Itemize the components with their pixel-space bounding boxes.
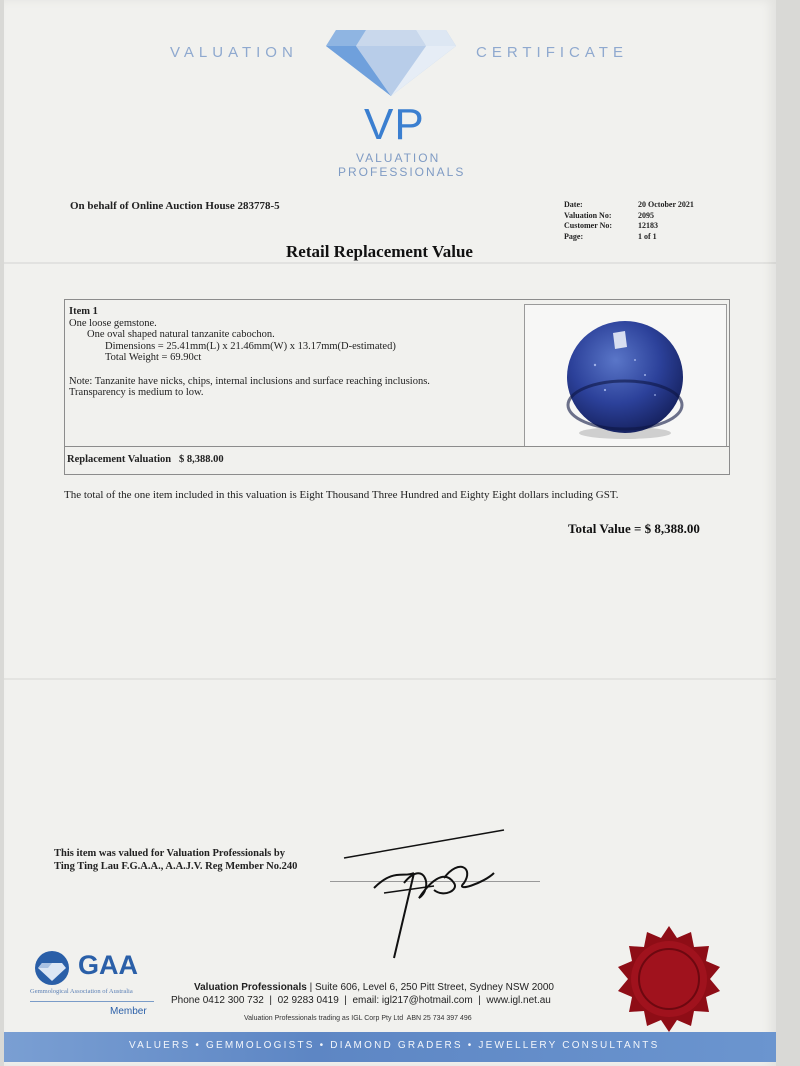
meta-label: Customer No: — [564, 221, 613, 230]
item-line: Dimensions = 25.41mm(L) x 21.46mm(W) x 13.17mm(D-estimated) — [105, 340, 396, 352]
meta-label: Date: — [564, 200, 583, 209]
meta-value: 20 October 2021 — [638, 200, 694, 209]
footer-band-text: VALUERS • GEMMOLOGISTS • DIAMOND GRADERS • JEWELLERY CONSULTANTS — [129, 1040, 660, 1051]
gaa-logo-text: GAA — [78, 950, 138, 980]
wax-seal-icon — [614, 924, 724, 1034]
diamond-logo-icon — [326, 24, 456, 96]
meta-value: 2095 — [638, 210, 654, 220]
divider — [30, 1001, 154, 1002]
item-description — [69, 306, 519, 399]
gemstone-photo — [524, 304, 727, 447]
meta-block — [564, 200, 694, 242]
paper-fold — [4, 262, 776, 264]
valued-by — [54, 847, 297, 873]
item-note — [69, 376, 519, 399]
meta-value: 1 of 1 — [638, 231, 657, 241]
valued-by-line: This item was valued for Valuation Professionals by — [54, 848, 285, 859]
meta-label: Valuation No: — [564, 210, 612, 220]
logo-initials: VP — [364, 100, 425, 149]
meta-label: Page: — [564, 231, 584, 241]
item-line: One oval shaped natural tanzanite cabochon. — [87, 329, 275, 340]
total-sentence: The total of the one item included in this valuation is Eight Thousand Three Hundred and Eighty Eight dollars including GST. — [64, 489, 619, 501]
tanzanite-cabochon-icon — [525, 305, 726, 446]
valued-by-line: Ting Ting Lau F.G.A.A., A.A.J.V. Reg Member No.240 — [54, 861, 298, 872]
logo-subtitle: PROFESSIONALS — [338, 165, 466, 179]
gaa-member-label: Member — [110, 1006, 147, 1017]
footer-address — [194, 982, 554, 993]
footer-trading: Valuation Professionals trading as IGL Corp Pty Ltd ABN 25 734 397 496 — [244, 1015, 472, 1022]
on-behalf-line: On behalf of Online Auction House 283778-5 — [70, 200, 280, 212]
header-certificate-word: CERTIFICATE — [476, 44, 628, 61]
signature-icon — [334, 828, 514, 973]
total-value: Total Value = $ 8,388.00 — [568, 521, 700, 536]
note-line: Transparency is medium to low. — [69, 387, 204, 398]
item-line: Total Weight = 69.90ct — [105, 352, 202, 363]
meta-row — [564, 221, 694, 232]
certificate-page — [4, 0, 776, 1066]
item-box — [64, 299, 730, 475]
meta-row — [564, 211, 694, 222]
logo-subtitle: VALUATION — [356, 151, 441, 165]
header-valuation-word: VALUATION — [170, 44, 298, 61]
meta-row — [564, 232, 694, 243]
divider — [65, 446, 729, 447]
gaa-diamond-icon — [30, 949, 74, 987]
footer-company: Valuation Professionals — [194, 982, 307, 993]
gaa-subtitle: Gemmological Association of Australia — [30, 988, 133, 995]
document-title: Retail Replacement Value — [286, 242, 473, 261]
footer-address-text: | Suite 606, Level 6, 250 Pitt Street, Sydney NSW 2000 — [306, 982, 554, 993]
footer-contact: Phone 0412 300 732 | 02 9283 0419 | email: igl217@hotmail.com | www.igl.net.au — [171, 995, 551, 1006]
item-heading: Item 1 — [69, 306, 98, 317]
item-line: One loose gemstone. — [69, 317, 157, 329]
paper-fold — [4, 678, 776, 680]
note-line: Note: Tanzanite have nicks, chips, internal inclusions and surface reaching inclusions. — [69, 375, 430, 387]
replacement-valuation: Replacement Valuation $ 8,388.00 — [67, 454, 224, 465]
meta-row — [564, 200, 694, 211]
meta-value: 12183 — [638, 221, 658, 230]
